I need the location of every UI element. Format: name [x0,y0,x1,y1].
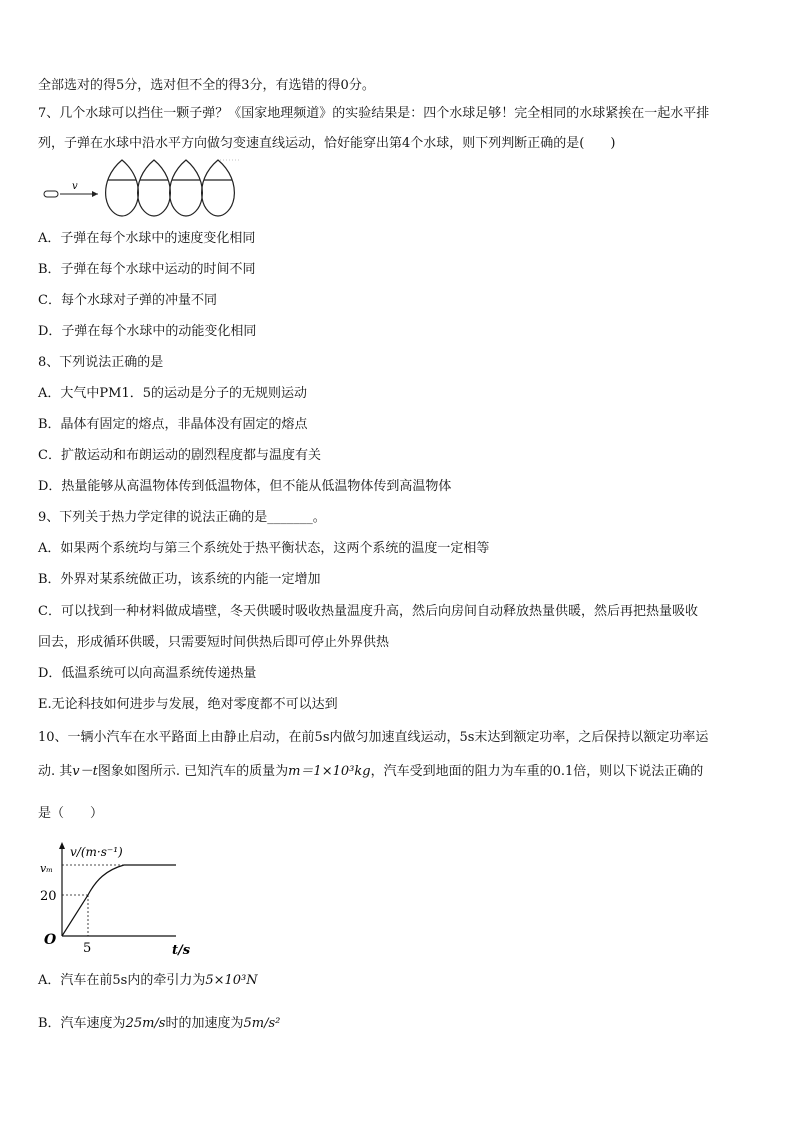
q10-option-a [38,973,258,989]
q10-option-a-text: A．汽车在前5s内的牵引力为 [38,973,206,988]
q10-stem-part-c: 图象如图所示. 已知汽车的质量为 [97,764,289,779]
vt-graph [36,838,216,960]
q10-option-b-speed: 25m/s [125,1016,166,1031]
q10-option-b [38,1016,280,1032]
q7-option-a: A．子弹在每个水球中的速度变化相同 [38,231,256,246]
q7-option-d: D．子弹在每个水球中的动能变化相同 [38,324,257,339]
q7-option-b: B．子弹在每个水球中运动的时间不同 [38,262,256,277]
q9-option-c: C．可以找到一种材料做成墙壁，冬天供暖时吸收热量温度升高，然后向房间自动释放热量供暖，然后再把热量吸收 [38,604,698,619]
q10-option-a-formula: 5×10³N [205,973,258,988]
q9-option-c-cont: 回去，形成循环供暖，只需要短时间供热后即可停止外界供热 [38,635,390,650]
origin-label: O [44,932,57,948]
q10-option-b-accel: 5m/s² [243,1016,281,1031]
q9-option-e: E.无论科技如何进步与发展，绝对零度都不可以达到 [38,697,338,712]
y-axis-label: v/(m·s⁻¹) [70,845,123,859]
q9-option-b: B．外界对某系统做正功，该系统的内能一定增加 [38,572,321,587]
q10-stem-line1: 10、一辆小汽车在水平路面上由静止启动，在前5s内做匀加速直线运动，5s末达到额定功率，之后保持以额定功率运 [38,730,709,745]
x-axis-label: t/s [172,943,191,958]
q8-option-d: D．热量能够从高温物体传到低温物体，但不能从低温物体传到高温物体 [38,479,452,494]
vm-label: vₘ [40,862,53,875]
water-balls-figure [40,158,250,220]
vt-curve [62,865,176,936]
q9-option-d: D．低温系统可以向高温系统传递热量 [38,666,257,681]
q10-stem-part-e: ，汽车受到地面的阻力为车重的0.1倍，则以下说法正确的 [370,764,704,779]
y-axis-arrow [59,842,65,849]
q10-option-b-text2: 时的加速度为 [165,1016,244,1031]
water-ball-1 [106,160,139,216]
q7-stem-line2: 列，子弹在水球中沿水平方向做匀变速直线运动，恰好能穿出第4个水球，则下列判断正确的是( ) [38,136,616,151]
water-ball-3 [170,160,203,216]
q8-stem: 8、下列说法正确的是 [38,355,164,370]
q8-option-c: C．扩散运动和布朗运动的剧烈程度都与温度有关 [38,448,321,463]
scoring-intro: 全部选对的得5分，选对但不全的得3分，有选错的得0分。 [38,78,375,93]
q9-stem: 9、下列关于热力学定律的说法正确的是_______。 [38,510,326,525]
q7-stem-line1: 7、几个水球可以挡住一颗子弹？《国家地理频道》的实验结果是：四个水球足够！完全相同的水球紧挨在一起水平排 [38,106,710,121]
q9-option-a: A．如果两个系统均与第三个系统处于热平衡状态，这两个系统的温度一定相等 [38,541,490,556]
q10-stem-part-a: 动. 其 [38,764,73,779]
mass-formula: m＝1×10³kg [288,764,371,779]
q8-option-b: B．晶体有固定的熔点，非晶体没有固定的熔点 [38,417,308,432]
q10-option-b-text: B．汽车速度为 [38,1016,126,1031]
velocity-label: v [72,181,78,192]
q8-option-a: A．大气中PM1．5的运动是分子的无规则运动 [38,386,307,401]
velocity-arrowhead [92,191,98,197]
q10-stem-line3: 是（ ） [38,806,104,821]
x-tick-5: 5 [83,941,92,956]
y-tick-20: 20 [40,889,57,904]
q7-option-c: C．每个水球对子弹的冲量不同 [38,293,217,308]
bullet-shape [44,191,58,197]
water-ball-4 [202,160,235,216]
vt-symbol: v－t [72,764,98,779]
water-ball-2 [138,160,171,216]
q10-stem-line2 [38,764,703,780]
